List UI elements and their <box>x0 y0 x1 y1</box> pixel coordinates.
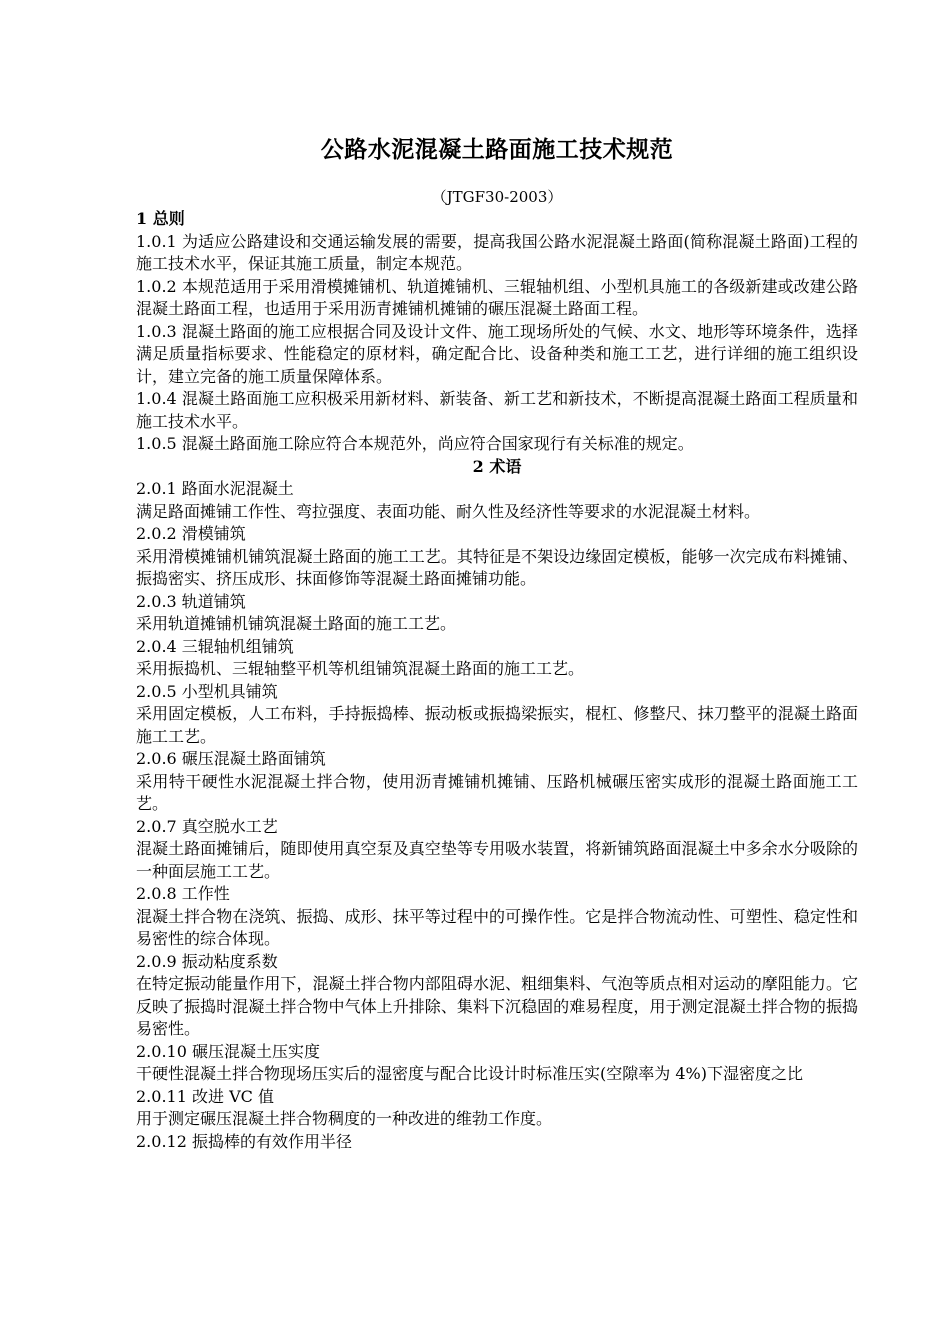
term-title: 2.0.11 改进 VC 值 <box>136 1086 274 1106</box>
term-title: 2.0.8 工作性 <box>136 884 230 903</box>
term-title: 2.0.2 滑模铺筑 <box>136 524 246 543</box>
term-title: 2.0.5 小型机具铺筑 <box>136 681 278 701</box>
clause-1-0-3: 1.0.3 混凝土路面的施工应根据合同及设计文件、施工现场所处的气候、水文、地形等环境条件，选择满足质量指标要求、性能稳定的原材料，确定配合比、设备种类和施工工艺，进行详细的施工组织设计，建立完备的施工质量保障体系。 <box>136 321 858 386</box>
term-title: 2.0.6 碾压混凝土路面铺筑 <box>136 749 326 768</box>
term-title: 2.0.12 振捣棒的有效作用半径 <box>136 1131 352 1151</box>
term-definition: 满足路面摊铺工作性、弯拉强度、表面功能、耐久性及经济性等要求的水泥混凝土材料。 <box>136 501 761 521</box>
document-page <box>136 134 858 1153</box>
term-definition: 采用滑模摊铺机铺筑混凝土路面的施工工艺。其特征是不架设边缘固定模板，能够一次完成布料摊铺、振捣密实、挤压成形、抹面修饰等混凝土路面摊铺功能。 <box>136 546 858 588</box>
term-definition: 采用轨道摊铺机铺筑混凝土路面的施工工艺。 <box>136 614 457 633</box>
term-title: 2.0.4 三辊轴机组铺筑 <box>136 636 294 656</box>
section-heading-general: 1 总则 <box>136 209 185 228</box>
clause-1-0-1: 1.0.1 为适应公路建设和交通运输发展的需要，提高我国公路水泥混凝土路面(简称混凝土路面)工程的施工技术水平，保证其施工质量，制定本规范。 <box>136 231 858 273</box>
term-title: 2.0.9 振动粘度系数 <box>136 951 278 971</box>
document-title: 公路水泥混凝土路面施工技术规范 <box>320 136 674 163</box>
term-definition: 采用固定模板，人工布料，手持振捣棒、振动板或振捣梁振实，棍杠、修整尺、抹刀整平的混凝土路面施工工艺。 <box>136 704 858 746</box>
term-definition: 在特定振动能量作用下，混凝土拌合物内部阻碍水泥、粗细集料、气泡等质点相对运动的摩阻能力。它反映了振捣时混凝土拌合物中气体上升排除、集料下沉稳固的难易程度，用于测定混凝土拌合物的振捣易密性。 <box>136 974 858 1038</box>
term-title: 2.0.1 路面水泥混凝土 <box>136 479 294 498</box>
clause-1-0-2: 1.0.2 本规范适用于采用滑模摊铺机、轨道摊铺机、三辊轴机组、小型机具施工的各级新建或改建公路混凝土路面工程，也适用于采用沥青摊铺机摊铺的碾压混凝土路面工程。 <box>136 276 858 318</box>
section-heading-terms: 2 术语 <box>472 456 522 476</box>
term-definition: 干硬性混凝土拌合物现场压实后的湿密度与配合比设计时标准压实(空隙率为 4%)下湿密度之比 <box>136 1064 803 1083</box>
term-title: 2.0.3 轨道铺筑 <box>136 591 246 611</box>
term-definition: 用于测定碾压混凝土拌合物稠度的一种改进的维勃工作度。 <box>136 1109 553 1128</box>
document-code: （JTGF30-2003） <box>431 188 563 206</box>
clause-1-0-5: 1.0.5 混凝土路面施工除应符合本规范外，尚应符合国家现行有关标准的规定。 <box>136 434 694 453</box>
term-title: 2.0.7 真空脱水工艺 <box>136 816 278 836</box>
clause-1-0-4: 1.0.4 混凝土路面施工应积极采用新材料、新装备、新工艺和新技术，不断提高混凝土路面工程质量和施工技术水平。 <box>136 389 858 431</box>
term-definition: 混凝土路面摊铺后，随即使用真空泵及真空垫等专用吸水装置，将新铺筑路面混凝土中多余水分吸除的一种面层施工工艺。 <box>136 839 858 881</box>
term-definition: 混凝土拌合物在浇筑、振捣、成形、抹平等过程中的可操作性。它是拌合物流动性、可塑性、稳定性和易密性的综合体现。 <box>136 906 858 948</box>
term-title: 2.0.10 碾压混凝土压实度 <box>136 1041 320 1061</box>
term-definition: 采用振捣机、三辊轴整平机等机组铺筑混凝土路面的施工工艺。 <box>136 659 585 678</box>
term-definition: 采用特干硬性水泥混凝土拌合物，使用沥青摊铺机摊铺、压路机械碾压密实成形的混凝土路面施工工艺。 <box>136 771 858 813</box>
